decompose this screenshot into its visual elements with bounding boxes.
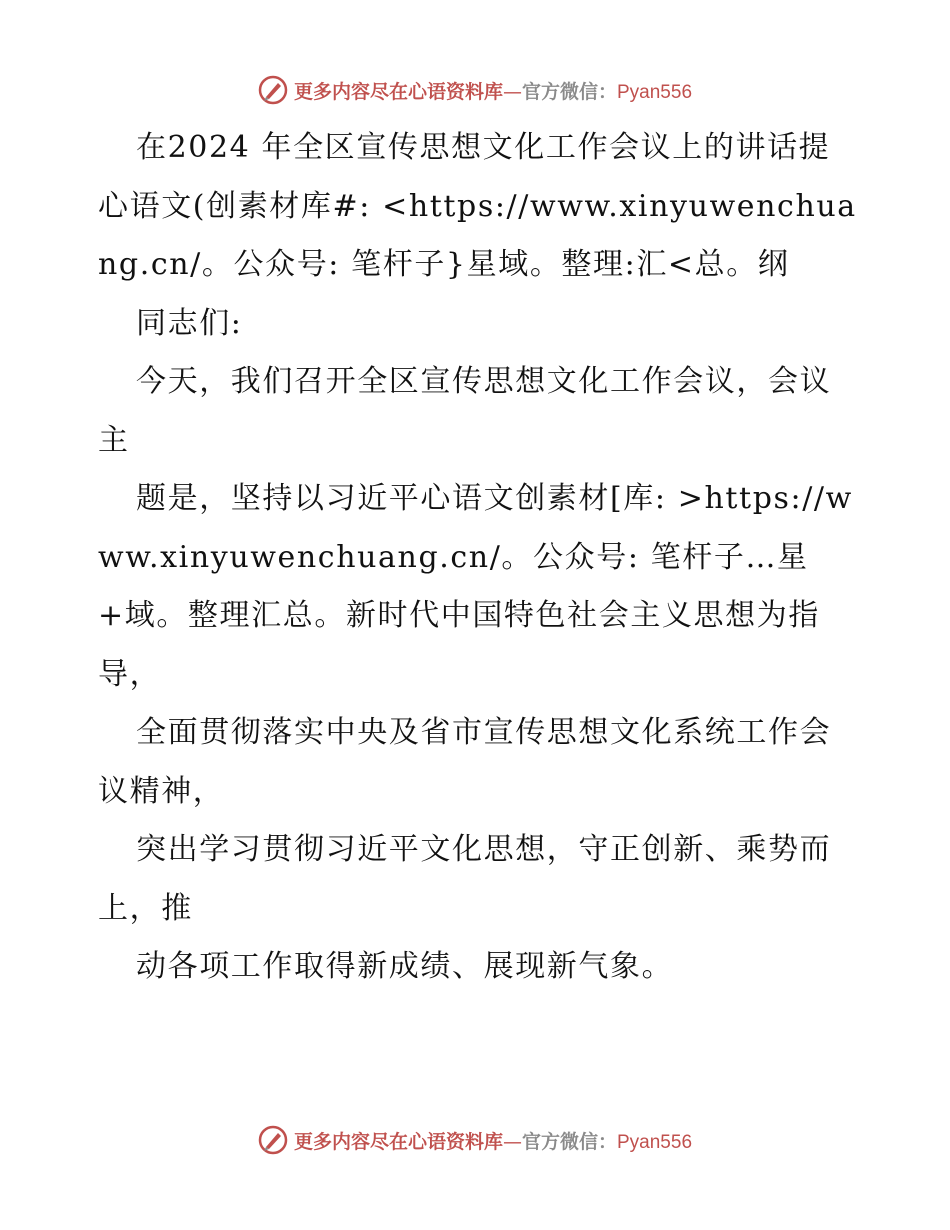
- paragraph: 动各项工作取得新成绩、展现新气象。: [136, 949, 674, 984]
- banner-main-text: 更多内容尽在心语资料库: [293, 80, 503, 103]
- paragraph: 突出学习贯彻习近平文化思想，守正创新、乘势而上，推: [98, 832, 832, 926]
- banner-text: [294, 1127, 692, 1154]
- banner-label: 官方微信：: [521, 1130, 617, 1153]
- banner-text: [294, 77, 692, 104]
- paragraph: 今天，我们召开全区宣传思想文化工作会议，会议主: [98, 364, 832, 458]
- paragraph: 全面贯彻落实中央及省市宣传思想文化系统工作会议精神，: [98, 715, 832, 809]
- paragraph: 题是，坚持以习近平心语文创素材[库: >https://www.xinyuwenchuang.cn/。公众号: 笔杆子…星+域。整理汇总。新时代中国特色社会主义思想为指导，: [98, 481, 853, 692]
- pen-logo-icon: [258, 75, 288, 105]
- banner-dash: —: [502, 1130, 522, 1153]
- banner-label: 官方微信：: [521, 80, 617, 103]
- banner-wechat-id: Pyan556: [617, 81, 693, 103]
- header-watermark-banner: [0, 70, 950, 110]
- document-body: [98, 119, 858, 997]
- banner-wechat-id: Pyan556: [617, 1131, 693, 1153]
- paragraph-salutation: 同志们:: [136, 305, 243, 341]
- banner-main-text: 更多内容尽在心语资料库: [293, 1130, 503, 1153]
- banner-dash: —: [502, 80, 522, 103]
- paragraph-title: 在2024 年全区宣传思想文化工作会议上的讲话提心语文(创素材库#: <https://www.xinyuwenchuang.cn/。公众号: 笔杆子}星域。整理:汇<总。纲: [98, 130, 857, 282]
- footer-watermark-banner: [0, 1120, 950, 1160]
- pen-logo-icon: [258, 1125, 288, 1155]
